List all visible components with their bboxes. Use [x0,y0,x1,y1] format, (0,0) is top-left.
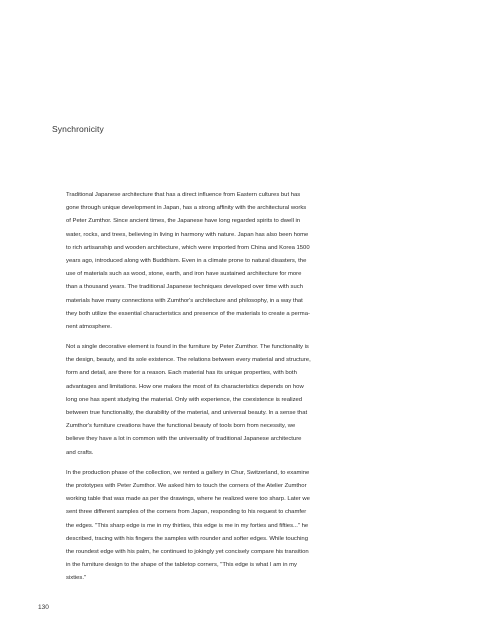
text-line: use of materials such as wood, stone, earth, and iron have sustained architecture for more [66,271,302,278]
paragraph [66,341,380,460]
text-line: sent three different samples of the corners from Japan, responding to his request to chamfer [66,509,307,516]
text-line: in the furniture design to the shape of the tabletop corners, "This edge is what I am in my [66,562,297,569]
text-line: advantages and limitations. How one makes the most of its characteristics depends on how [66,383,304,390]
paragraph [66,467,380,586]
paragraph [66,189,380,334]
page-number: 130 [38,604,49,611]
paragraph-gap [66,460,380,467]
text-line: In the production phase of the collection, we rented a gallery in Chur, Switzerland, to examine [66,469,310,476]
text-line: form and detail, are there for a reason. Each material has its unique properties, with both [66,370,297,377]
text-line: Traditional Japanese architecture that has a direct influence from Eastern cultures but has [66,192,301,198]
text-line: and crafts. [66,449,94,456]
text-line: working table that was made as per the drawings, where he realized were too sharp. Later we [66,496,310,503]
text-line: years ago, introduced along with Buddhism. Even in a climate prone to natural disasters, the [66,257,307,264]
text-line: Zumthor's furniture creations have the functional beauty of tools born from necessity, we [66,423,296,430]
paragraph-gap [66,334,380,341]
text-line: sixties." [66,575,87,582]
text-line: to rich artisanship and wooden architecture, which were imported from China and Korea 1500 [66,244,310,251]
text-line: the edges. "This sharp edge is me in my thirties, this edge is me in my forties and fifties..." he [66,522,309,529]
text-line: gone through unique development in Japan, has a strong affinity with the architectural works [66,205,307,212]
text-line: than a thousand years. The traditional Japanese techniques developed over time with such [66,284,303,291]
text-line: water, rocks, and trees, believing in living in harmony with nature. Japan has also been home [66,231,309,238]
text-line: believe they have a lot in common with the universality of traditional Japanese architecture [66,436,302,443]
text-line: between true functionality, the durability of the material, and universal beauty. In a sense that [66,410,308,416]
text-line: of Peter Zumthor. Since ancient times, the Japanese have long regarded spirits to dwell in [66,218,301,225]
text-line: nent atmosphere. [66,323,112,330]
text-line: Not a single decorative element is found in the furniture by Peter Zumthor. The functionality is [66,344,309,351]
text-line: long one has spent studying the material. Only with experience, the coexistence is realized [66,396,303,403]
text-line: described, tracing with his fingers the samples with rounder and softer edges. While touching [66,535,308,542]
text-line: materials have many connections with Zumthor's architecture and philosophy, in a way that [66,297,303,304]
text-line: they both utilize the essential characteristics and presence of the materials to create a perma- [66,310,310,317]
text-line: the design, beauty, and its sole existence. The relations between every material and structure, [66,357,311,364]
page-title: Synchronicity [52,124,104,134]
body-text [66,189,380,585]
text-line: the prototypes with Peter Zumthor. We asked him to touch the corners of the Atelier Zumthor [66,482,307,489]
text-line: the roundest edge with his palm, he continued to jokingly yet concisely compare his transition [66,548,309,555]
